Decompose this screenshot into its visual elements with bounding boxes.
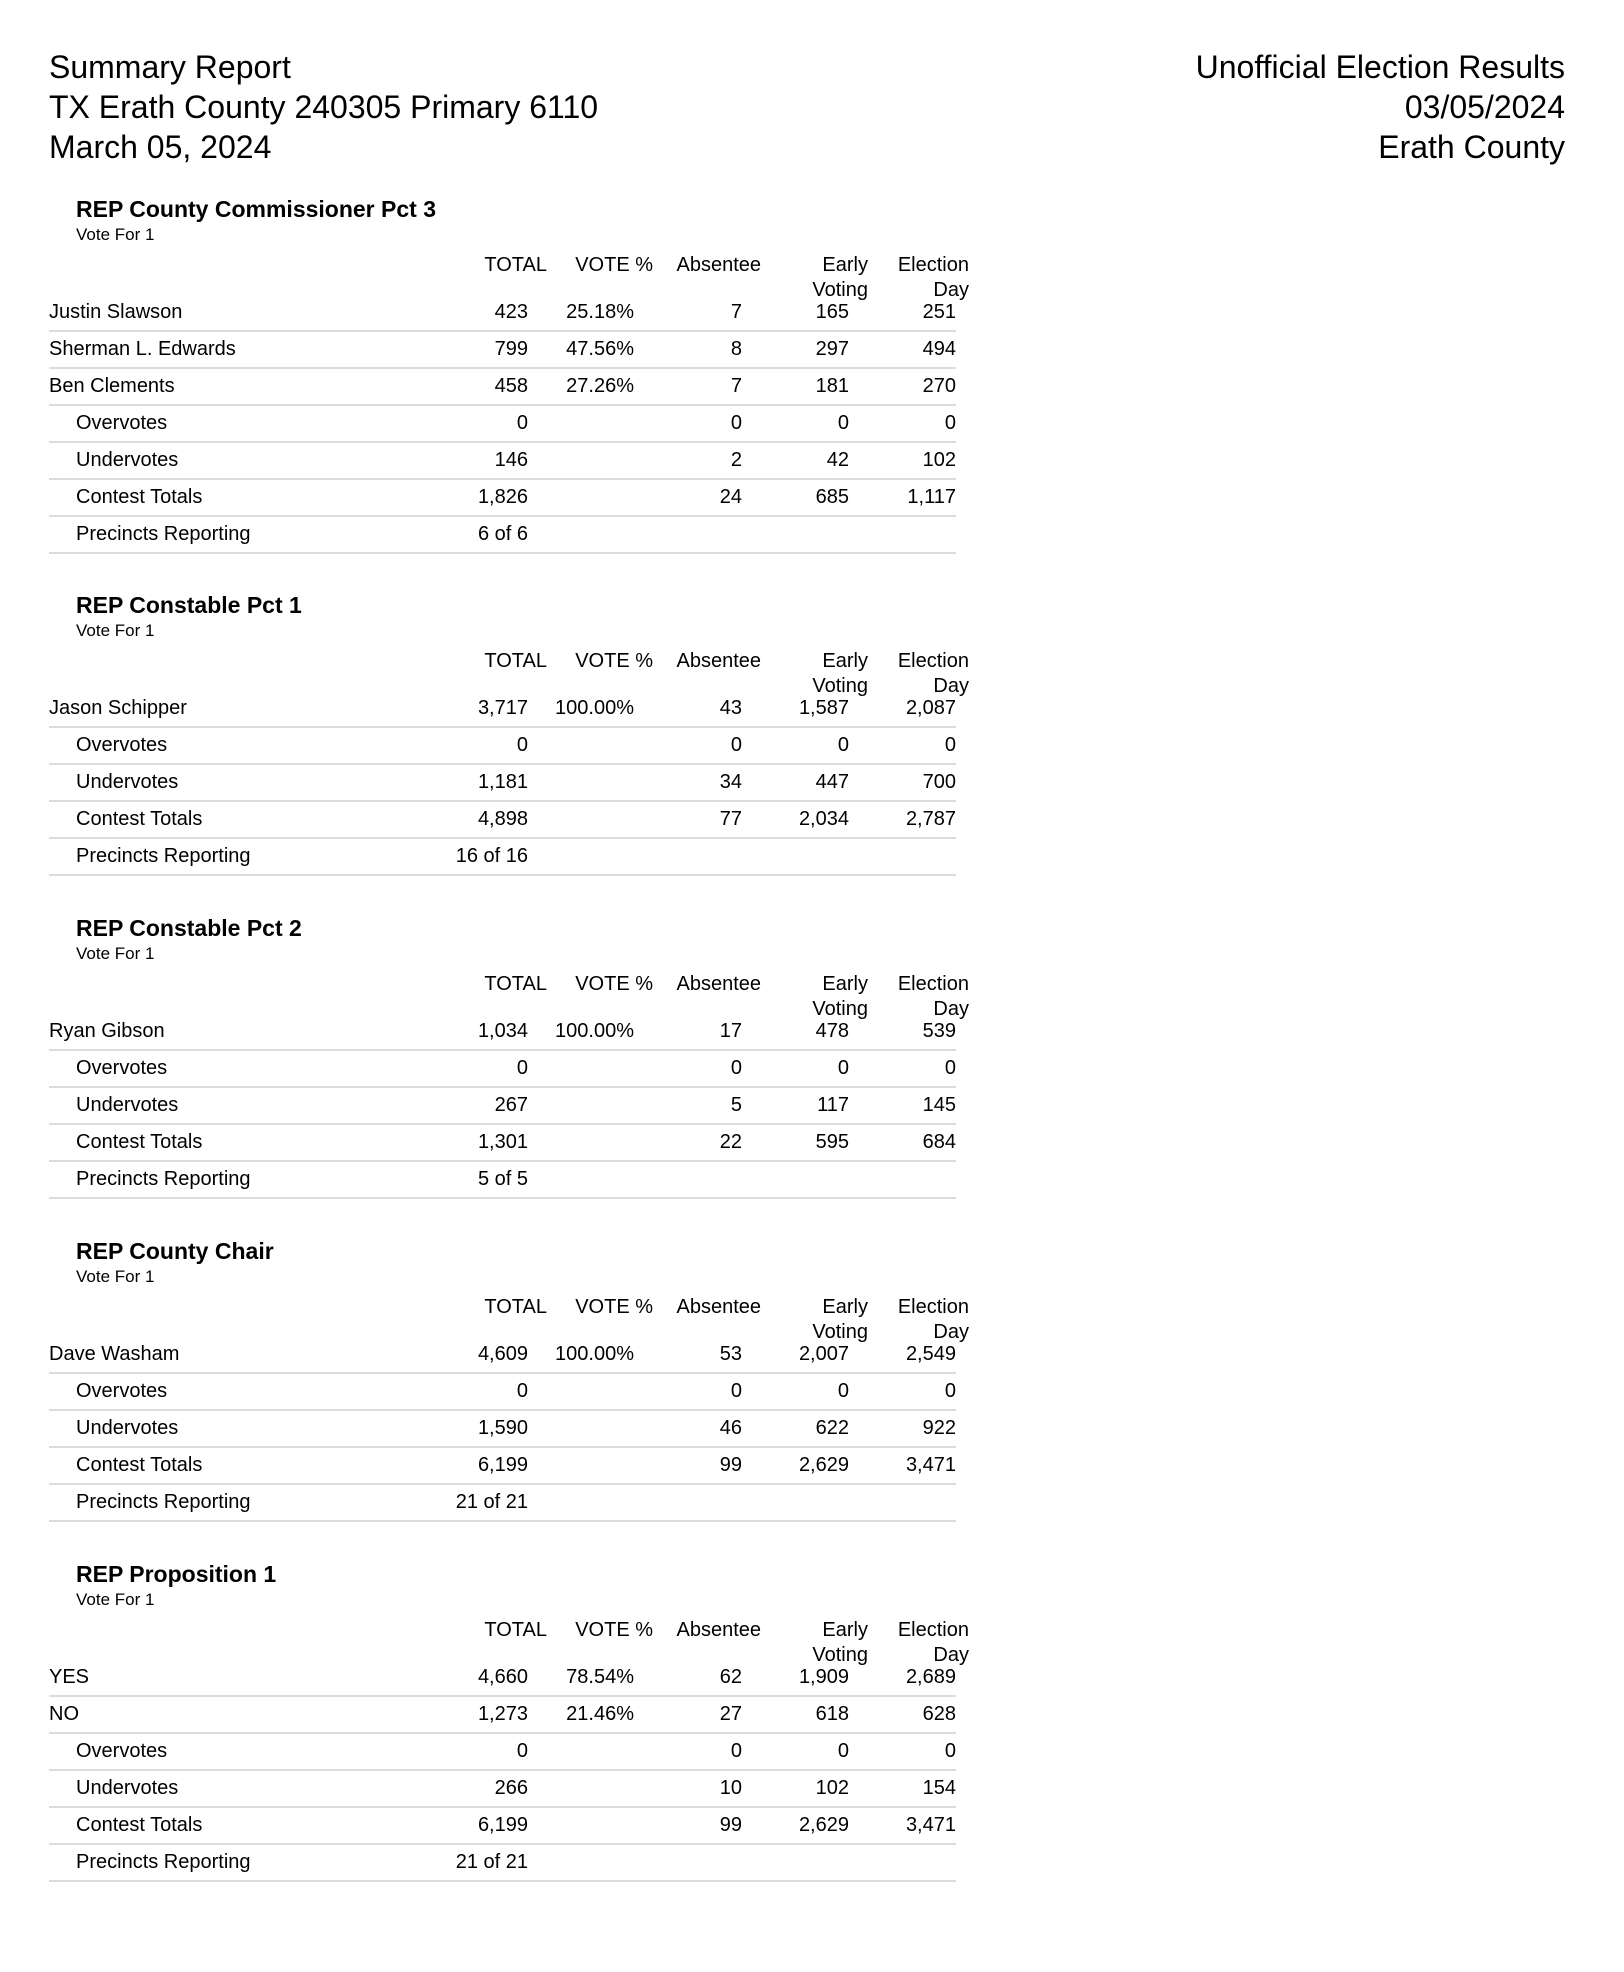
table-row (49, 1845, 956, 1882)
row-early-voting: 102 (815, 1777, 849, 1799)
row-early-voting: 478 (815, 1020, 849, 1042)
vote-for-label: Vote For 1 (76, 621, 155, 640)
report-title: Summary Report (49, 49, 291, 85)
row-name: Precincts Reporting (76, 845, 251, 867)
row-election-day: 2,087 (905, 697, 956, 719)
row-name: Sherman L. Edwards (49, 338, 236, 360)
row-election-day: 0 (944, 412, 956, 434)
row-absentee: 27 (719, 1703, 742, 1725)
row-absentee: 0 (730, 734, 742, 756)
table-row (49, 1448, 956, 1485)
table-row (49, 1051, 956, 1088)
col-head-early-voting-line: Early (822, 650, 868, 672)
contest-title: REP County Chair (76, 1238, 274, 1264)
row-name: Justin Slawson (49, 301, 183, 323)
row-early-voting: 2,629 (798, 1814, 849, 1836)
row-total: 6,199 (477, 1454, 528, 1476)
col-head-vote-pct-line: VOTE % (575, 254, 653, 276)
col-head-election-day-line: Election (897, 650, 969, 672)
col-head-vote-pct-line: VOTE % (575, 1296, 653, 1318)
col-head-early-voting-line: Early (822, 973, 868, 995)
table-row (49, 1125, 956, 1162)
row-vote-pct: 47.56% (566, 338, 634, 360)
row-early-voting: 447 (815, 771, 849, 793)
row-election-day: 628 (922, 1703, 956, 1725)
col-head-early-voting-line: Early (822, 1619, 868, 1641)
table-row (49, 406, 956, 443)
row-name: Contest Totals (76, 808, 203, 830)
row-early-voting: 42 (826, 449, 849, 471)
row-vote-pct: 100.00% (555, 697, 634, 719)
col-head-vote-pct (575, 649, 653, 674)
row-absentee: 17 (719, 1020, 742, 1042)
col-head-absentee (676, 253, 761, 278)
row-total: 1,301 (477, 1131, 528, 1153)
row-early-voting: 181 (815, 375, 849, 397)
col-head-election-day-line: Day (933, 279, 969, 301)
row-name: Ryan Gibson (49, 1020, 165, 1042)
row-total: 4,660 (477, 1666, 528, 1688)
county-name: Erath County (1378, 129, 1565, 165)
col-head-early-voting-line: Voting (812, 1321, 868, 1343)
col-head-total (484, 1295, 547, 1320)
row-total: 458 (494, 375, 528, 397)
col-head-vote-pct (575, 253, 653, 278)
row-total: 0 (516, 734, 528, 756)
row-absentee: 99 (719, 1454, 742, 1476)
row-election-day: 270 (922, 375, 956, 397)
col-head-absentee (676, 649, 761, 674)
table-row (49, 1337, 956, 1374)
col-head-total-line: TOTAL (484, 1296, 547, 1318)
row-election-day: 1,117 (907, 486, 956, 508)
col-head-total-line: TOTAL (484, 650, 547, 672)
row-absentee: 53 (719, 1343, 742, 1365)
col-head-total (484, 972, 547, 997)
results-status: Unofficial Election Results (1195, 49, 1565, 85)
row-vote-pct: 27.26% (566, 375, 634, 397)
vote-for-label: Vote For 1 (76, 225, 155, 244)
row-election-day: 684 (922, 1131, 956, 1153)
row-early-voting: 297 (815, 338, 849, 360)
row-total: 266 (494, 1777, 528, 1799)
row-election-day: 251 (922, 301, 956, 323)
table-row (49, 1485, 956, 1522)
row-early-voting: 618 (815, 1703, 849, 1725)
row-early-voting: 0 (837, 734, 849, 756)
row-name: Undervotes (76, 1777, 179, 1799)
col-head-election-day-line: Election (897, 1619, 969, 1641)
row-name: Contest Totals (76, 1454, 203, 1476)
contest-title: REP Proposition 1 (76, 1561, 277, 1587)
row-absentee: 77 (719, 808, 742, 830)
row-election-day: 0 (944, 1380, 956, 1402)
row-name: Overvotes (76, 1740, 168, 1762)
row-total: 5 of 5 (477, 1168, 528, 1190)
table-row (49, 443, 956, 480)
row-name: NO (49, 1703, 79, 1725)
table-row (49, 802, 956, 839)
row-early-voting: 165 (815, 301, 849, 323)
row-name: Precincts Reporting (76, 1491, 251, 1513)
contest-title: REP Constable Pct 1 (76, 592, 302, 618)
col-head-early-voting-line: Voting (812, 675, 868, 697)
row-absentee: 5 (730, 1094, 742, 1116)
row-name: Ben Clements (49, 375, 175, 397)
row-absentee: 43 (719, 697, 742, 719)
table-row (49, 517, 956, 554)
row-early-voting: 622 (815, 1417, 849, 1439)
row-absentee: 0 (730, 412, 742, 434)
table-row (49, 839, 956, 876)
row-election-day: 539 (922, 1020, 956, 1042)
col-head-total-line: TOTAL (484, 973, 547, 995)
row-total: 1,273 (477, 1703, 528, 1725)
table-row (49, 1771, 956, 1808)
row-early-voting: 2,629 (798, 1454, 849, 1476)
row-election-day: 145 (922, 1094, 956, 1116)
row-absentee: 2 (730, 449, 742, 471)
col-head-early-voting-line: Early (822, 1296, 868, 1318)
row-election-day: 154 (922, 1777, 956, 1799)
col-head-absentee (676, 1618, 761, 1643)
col-head-early-voting-line: Early (822, 254, 868, 276)
table-row (49, 1734, 956, 1771)
row-name: Precincts Reporting (76, 1168, 251, 1190)
results-date: 03/05/2024 (1404, 89, 1565, 125)
table-row (49, 728, 956, 765)
row-name: Precincts Reporting (76, 523, 251, 545)
election-date: March 05, 2024 (49, 129, 272, 165)
row-election-day: 0 (944, 734, 956, 756)
row-election-day: 2,787 (905, 808, 956, 830)
col-head-election-day-line: Day (933, 675, 969, 697)
row-name: Undervotes (76, 1094, 179, 1116)
col-head-vote-pct-line: VOTE % (575, 973, 653, 995)
row-absentee: 7 (730, 301, 742, 323)
row-early-voting: 117 (817, 1094, 849, 1116)
row-name: Dave Washam (49, 1343, 180, 1365)
row-election-day: 3,471 (905, 1454, 956, 1476)
col-head-absentee-line: Absentee (676, 973, 761, 995)
row-total: 6 of 6 (477, 523, 528, 545)
row-total: 146 (494, 449, 528, 471)
row-vote-pct: 78.54% (566, 1666, 634, 1688)
row-total: 1,826 (477, 486, 528, 508)
row-name: Overvotes (76, 1380, 168, 1402)
row-name: Contest Totals (76, 486, 203, 508)
row-total: 799 (494, 338, 528, 360)
row-election-day: 3,471 (905, 1814, 956, 1836)
row-name: Overvotes (76, 1057, 168, 1079)
col-head-early-voting-line: Voting (812, 279, 868, 301)
row-election-day: 700 (922, 771, 956, 793)
row-name: YES (49, 1666, 90, 1688)
row-early-voting: 1,909 (798, 1666, 849, 1688)
row-election-day: 2,689 (905, 1666, 956, 1688)
col-head-absentee-line: Absentee (676, 1296, 761, 1318)
row-name: Jason Schipper (49, 697, 187, 719)
table-row (49, 1411, 956, 1448)
col-head-vote-pct (575, 972, 653, 997)
row-vote-pct: 21.46% (566, 1703, 634, 1725)
col-head-election-day-line: Day (933, 1644, 969, 1666)
vote-for-label: Vote For 1 (76, 1267, 155, 1286)
row-absentee: 34 (719, 771, 742, 793)
row-absentee: 8 (730, 338, 742, 360)
row-name: Overvotes (76, 734, 168, 756)
row-absentee: 24 (719, 486, 742, 508)
col-head-absentee (676, 972, 761, 997)
col-head-election-day-line: Election (897, 1296, 969, 1318)
row-total: 3,717 (477, 697, 528, 719)
row-election-day: 102 (922, 449, 956, 471)
row-total: 1,034 (477, 1020, 528, 1042)
row-absentee: 62 (719, 1666, 742, 1688)
row-total: 423 (494, 301, 528, 323)
row-absentee: 0 (730, 1380, 742, 1402)
col-head-absentee (676, 1295, 761, 1320)
col-head-vote-pct-line: VOTE % (575, 1619, 653, 1641)
col-head-election-day-line: Day (933, 998, 969, 1020)
row-vote-pct: 100.00% (555, 1343, 634, 1365)
table-row (49, 1374, 956, 1411)
row-total: 267 (494, 1094, 528, 1116)
row-absentee: 7 (730, 375, 742, 397)
col-head-vote-pct-line: VOTE % (575, 650, 653, 672)
row-name: Undervotes (76, 771, 179, 793)
row-absentee: 0 (730, 1057, 742, 1079)
election-name: TX Erath County 240305 Primary 6110 (49, 89, 599, 125)
row-total: 6,199 (477, 1814, 528, 1836)
col-head-early-voting-line: Voting (812, 998, 868, 1020)
row-election-day: 494 (922, 338, 956, 360)
report-header-right (1196, 47, 1565, 167)
table-row (49, 332, 956, 369)
row-total: 4,898 (477, 808, 528, 830)
row-early-voting: 0 (837, 412, 849, 434)
report-header-left (49, 47, 598, 167)
row-early-voting: 0 (837, 1740, 849, 1762)
row-total: 1,181 (477, 771, 528, 793)
col-head-total (484, 649, 547, 674)
row-total: 0 (516, 1380, 528, 1402)
col-head-absentee-line: Absentee (676, 254, 761, 276)
row-total: 0 (516, 412, 528, 434)
vote-for-label: Vote For 1 (76, 944, 155, 963)
col-head-total-line: TOTAL (484, 1619, 547, 1641)
row-total: 16 of 16 (455, 845, 528, 867)
table-row (49, 480, 956, 517)
row-absentee: 22 (719, 1131, 742, 1153)
row-total: 1,590 (477, 1417, 528, 1439)
row-total: 21 of 21 (455, 1491, 528, 1513)
table-row (49, 369, 956, 406)
table-row (49, 765, 956, 802)
vote-for-label: Vote For 1 (76, 1590, 155, 1609)
row-early-voting: 2,034 (798, 808, 849, 830)
table-row (49, 1660, 956, 1697)
row-absentee: 99 (719, 1814, 742, 1836)
row-election-day: 922 (922, 1417, 956, 1439)
col-head-vote-pct (575, 1295, 653, 1320)
col-head-early-voting-line: Voting (812, 1644, 868, 1666)
col-head-election-day-line: Day (933, 1321, 969, 1343)
col-head-absentee-line: Absentee (676, 1619, 761, 1641)
row-absentee: 10 (719, 1777, 742, 1799)
row-vote-pct: 100.00% (555, 1020, 634, 1042)
table-row (49, 1014, 956, 1051)
row-name: Undervotes (76, 449, 179, 471)
table-row (49, 1808, 956, 1845)
row-total: 0 (516, 1740, 528, 1762)
row-absentee: 0 (730, 1740, 742, 1762)
table-row (49, 691, 956, 728)
row-name: Contest Totals (76, 1131, 203, 1153)
row-name: Contest Totals (76, 1814, 203, 1836)
row-name: Overvotes (76, 412, 168, 434)
row-total: 21 of 21 (455, 1851, 528, 1873)
row-vote-pct: 25.18% (566, 301, 634, 323)
row-name: Undervotes (76, 1417, 179, 1439)
table-row (49, 1697, 956, 1734)
row-election-day: 0 (944, 1740, 956, 1762)
row-early-voting: 595 (815, 1131, 849, 1153)
row-early-voting: 685 (815, 486, 849, 508)
table-row (49, 295, 956, 332)
col-head-total-line: TOTAL (484, 254, 547, 276)
contest-title: REP Constable Pct 2 (76, 915, 302, 941)
col-head-absentee-line: Absentee (676, 650, 761, 672)
col-head-election-day-line: Election (897, 254, 969, 276)
col-head-vote-pct (575, 1618, 653, 1643)
row-early-voting: 1,587 (798, 697, 849, 719)
col-head-election-day-line: Election (897, 973, 969, 995)
col-head-total (484, 1618, 547, 1643)
row-total: 4,609 (477, 1343, 528, 1365)
row-name: Precincts Reporting (76, 1851, 251, 1873)
row-total: 0 (516, 1057, 528, 1079)
row-early-voting: 2,007 (798, 1343, 849, 1365)
row-election-day: 0 (944, 1057, 956, 1079)
table-row (49, 1162, 956, 1199)
row-election-day: 2,549 (905, 1343, 956, 1365)
col-head-total (484, 253, 547, 278)
row-early-voting: 0 (837, 1057, 849, 1079)
table-row (49, 1088, 956, 1125)
row-early-voting: 0 (837, 1380, 849, 1402)
row-absentee: 46 (719, 1417, 742, 1439)
contest-title: REP County Commissioner Pct 3 (76, 196, 436, 222)
